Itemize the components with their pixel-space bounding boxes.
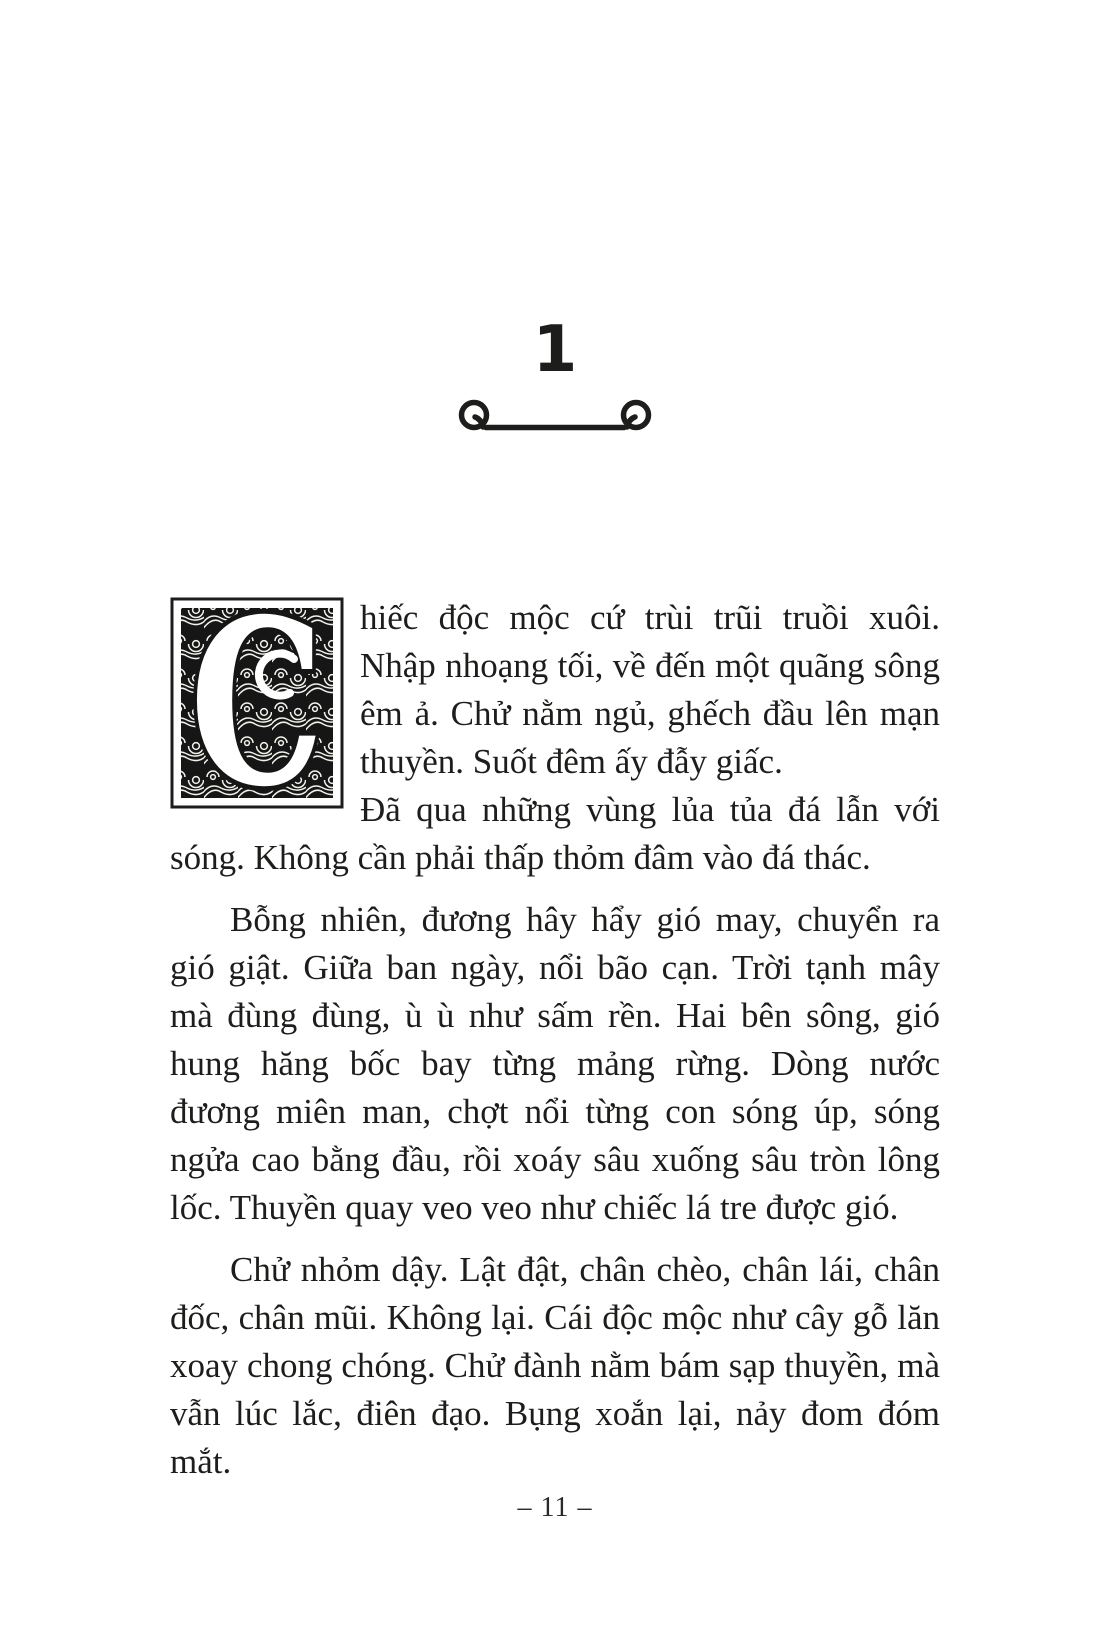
paragraph: Đã qua những vùng lủa tủa đá lẫn với sóng. Không cần phải thấp thỏm đâm vào đá thác. (170, 790, 940, 877)
chapter-number: 1 (532, 313, 578, 387)
page-number: – 11 – (517, 1492, 593, 1523)
paragraph: Bỗng nhiên, đương hây hẩy gió may, chuyển ra gió giật. Giữa ban ngày, nổi bão cạn. Trời tạnh mây mà đùng đùng, ù ù như sấm rền. Hai bên sông, gió hung hăng bốc bay từng mảng rừng. Dòng nước đương miên man, chợt nổi từng con sóng úp, sóng ngửa cao bằng đầu, rồi xoáy sâu xuống sâu tròn lông lốc. Thuyền quay veo veo như chiếc lá tre được gió. (170, 900, 940, 1227)
drop-cap-icon (170, 597, 344, 809)
paragraph: hiếc độc mộc cứ trùi trũi truồi xuôi. Nhập nhoạng tối, về đến một quãng sông êm ả. Chử nằm ngủ, ghếch đầu lên mạn thuyền. Suốt đêm ấy đẫy giấc. (360, 598, 940, 781)
drop-cap-ornament (170, 597, 344, 809)
drop-cap-letter: C (189, 597, 325, 809)
page-footer (170, 1492, 940, 1524)
text-block (170, 594, 940, 1500)
chapter-header (170, 313, 940, 436)
paragraph: Chử nhỏm dậy. Lật đật, chân chèo, chân lái, chân đốc, chân mũi. Không lại. Cái độc mộc như cây gỗ lăn xoay chong chóng. Chử đành nằm bám sạp thuyền, mà vẫn lúc lắc, điên đạo. Bụng xoắn lại, nảy đom đóm mắt. (170, 1250, 940, 1481)
divider-ornament-icon (457, 396, 653, 436)
chapter-divider (170, 396, 940, 436)
